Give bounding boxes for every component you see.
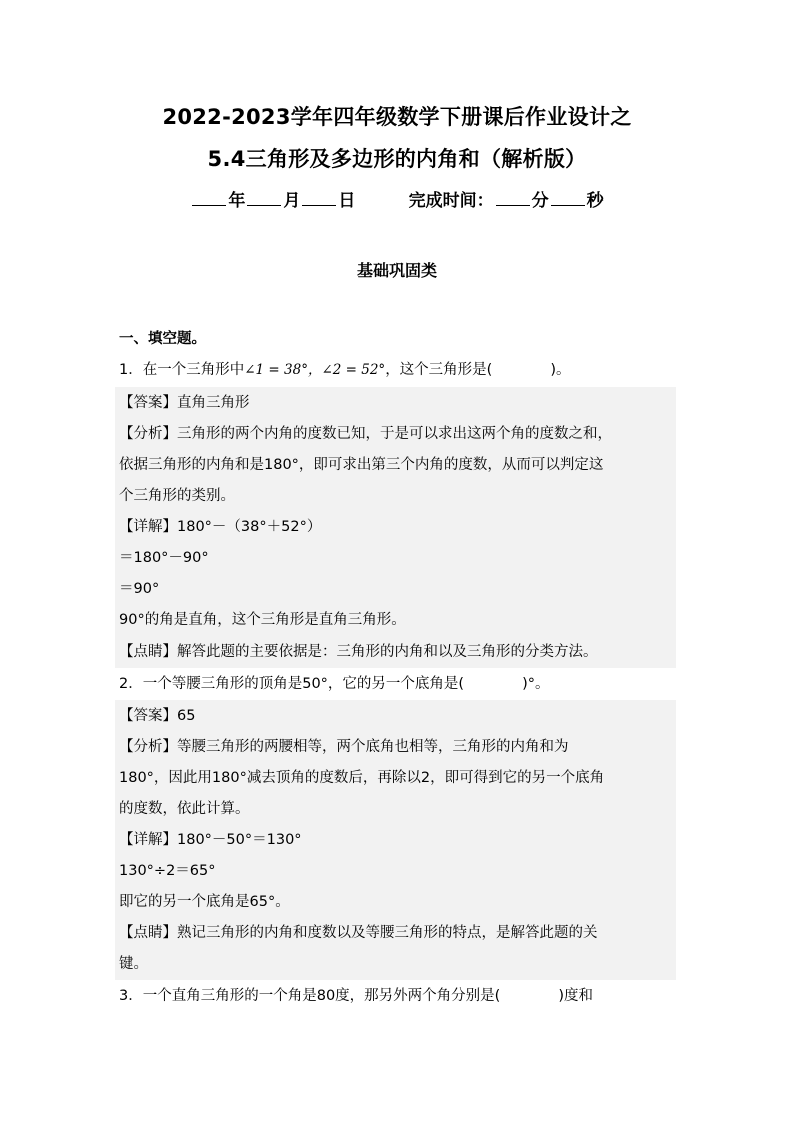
q2-analysis-3: 的度数，依此计算。: [119, 801, 250, 817]
date-completion-line: [0, 188, 794, 214]
q1-detail-3: ＝90°: [119, 581, 160, 597]
q1-stem: [119, 355, 679, 386]
completion-min-label: 分: [531, 191, 549, 211]
q1-answer: 【答案】直角三角形: [119, 395, 250, 411]
q2-detail-3: 即它的另一个底角是65°。: [119, 894, 290, 910]
q1-stem-b: ，这个三角形是(: [385, 362, 493, 378]
section-title: 基础巩固类: [356, 261, 437, 280]
completion-sec-label: 秒: [586, 191, 604, 211]
q1-stem-angles: ∠1 = 38°，∠2 = 52°: [244, 362, 386, 378]
q1-analysis-3: 个三角形的类别。: [119, 488, 235, 504]
day-blank: [302, 188, 336, 206]
q2-analysis-2: 180°，因此用180°减去顶角的度数后，再除以2，即可得到它的另一个底角: [119, 770, 605, 786]
q3-stem: [119, 981, 679, 1012]
year-blank: [192, 188, 226, 206]
part-heading: 一、填空题。: [119, 331, 206, 347]
q1-stem-a: 1．在一个三角形中: [119, 362, 245, 378]
q2-tip-2: 键。: [119, 956, 148, 972]
month-blank: [247, 188, 281, 206]
date-year-label: 年: [228, 191, 246, 211]
date-day-label: 日: [338, 191, 356, 211]
doc-title-line2: 5.4三角形及多边形的内角和（解析版）: [207, 147, 587, 171]
q1-detail-1: 【详解】180°－（38°＋52°）: [119, 519, 322, 535]
q2-stem-b: )°。: [522, 676, 550, 692]
q1-detail-4: 90°的角是直角，这个三角形是直角三角形。: [119, 612, 406, 628]
minute-blank: [496, 188, 530, 206]
q3-stem-b: )度和: [558, 988, 594, 1004]
q3-stem-a: 3．一个直角三角形的一个角是80度，那另外两个角分别是(: [119, 988, 501, 1004]
q1-analysis-2: 依据三角形的内角和是180°，即可求出第三个内角的度数，从而可以判定这: [119, 457, 604, 473]
q2-analysis-1: 【分析】等腰三角形的两腰相等，两个底角也相等，三角形的内角和为: [119, 739, 569, 755]
q2-stem: [119, 669, 679, 700]
q1-detail-2: ＝180°－90°: [119, 550, 209, 566]
q2-answer: 【答案】65: [119, 708, 196, 724]
q2-tip-1: 【点睛】熟记三角形的内角和度数以及等腰三角形的特点，是解答此题的关: [119, 925, 598, 941]
q1-tip: 【点睛】解答此题的主要依据是：三角形的内角和以及三角形的分类方法。: [119, 644, 598, 660]
q2-detail-2: 130°÷2＝65°: [119, 863, 216, 879]
completion-label: 完成时间：: [408, 191, 494, 211]
doc-title-line1: 2022-2023学年四年级数学下册课后作业设计之: [162, 105, 632, 129]
date-month-label: 月: [283, 191, 301, 211]
q2-detail-1: 【详解】180°－50°＝130°: [119, 832, 302, 848]
q1-analysis-1: 【分析】三角形的两个内角的度数已知，于是可以求出这两个角的度数之和，: [119, 426, 612, 442]
q1-stem-c: )。: [550, 362, 571, 378]
second-blank: [551, 188, 585, 206]
q2-stem-a: 2．一个等腰三角形的顶角是50°，它的另一个底角是(: [119, 676, 465, 692]
